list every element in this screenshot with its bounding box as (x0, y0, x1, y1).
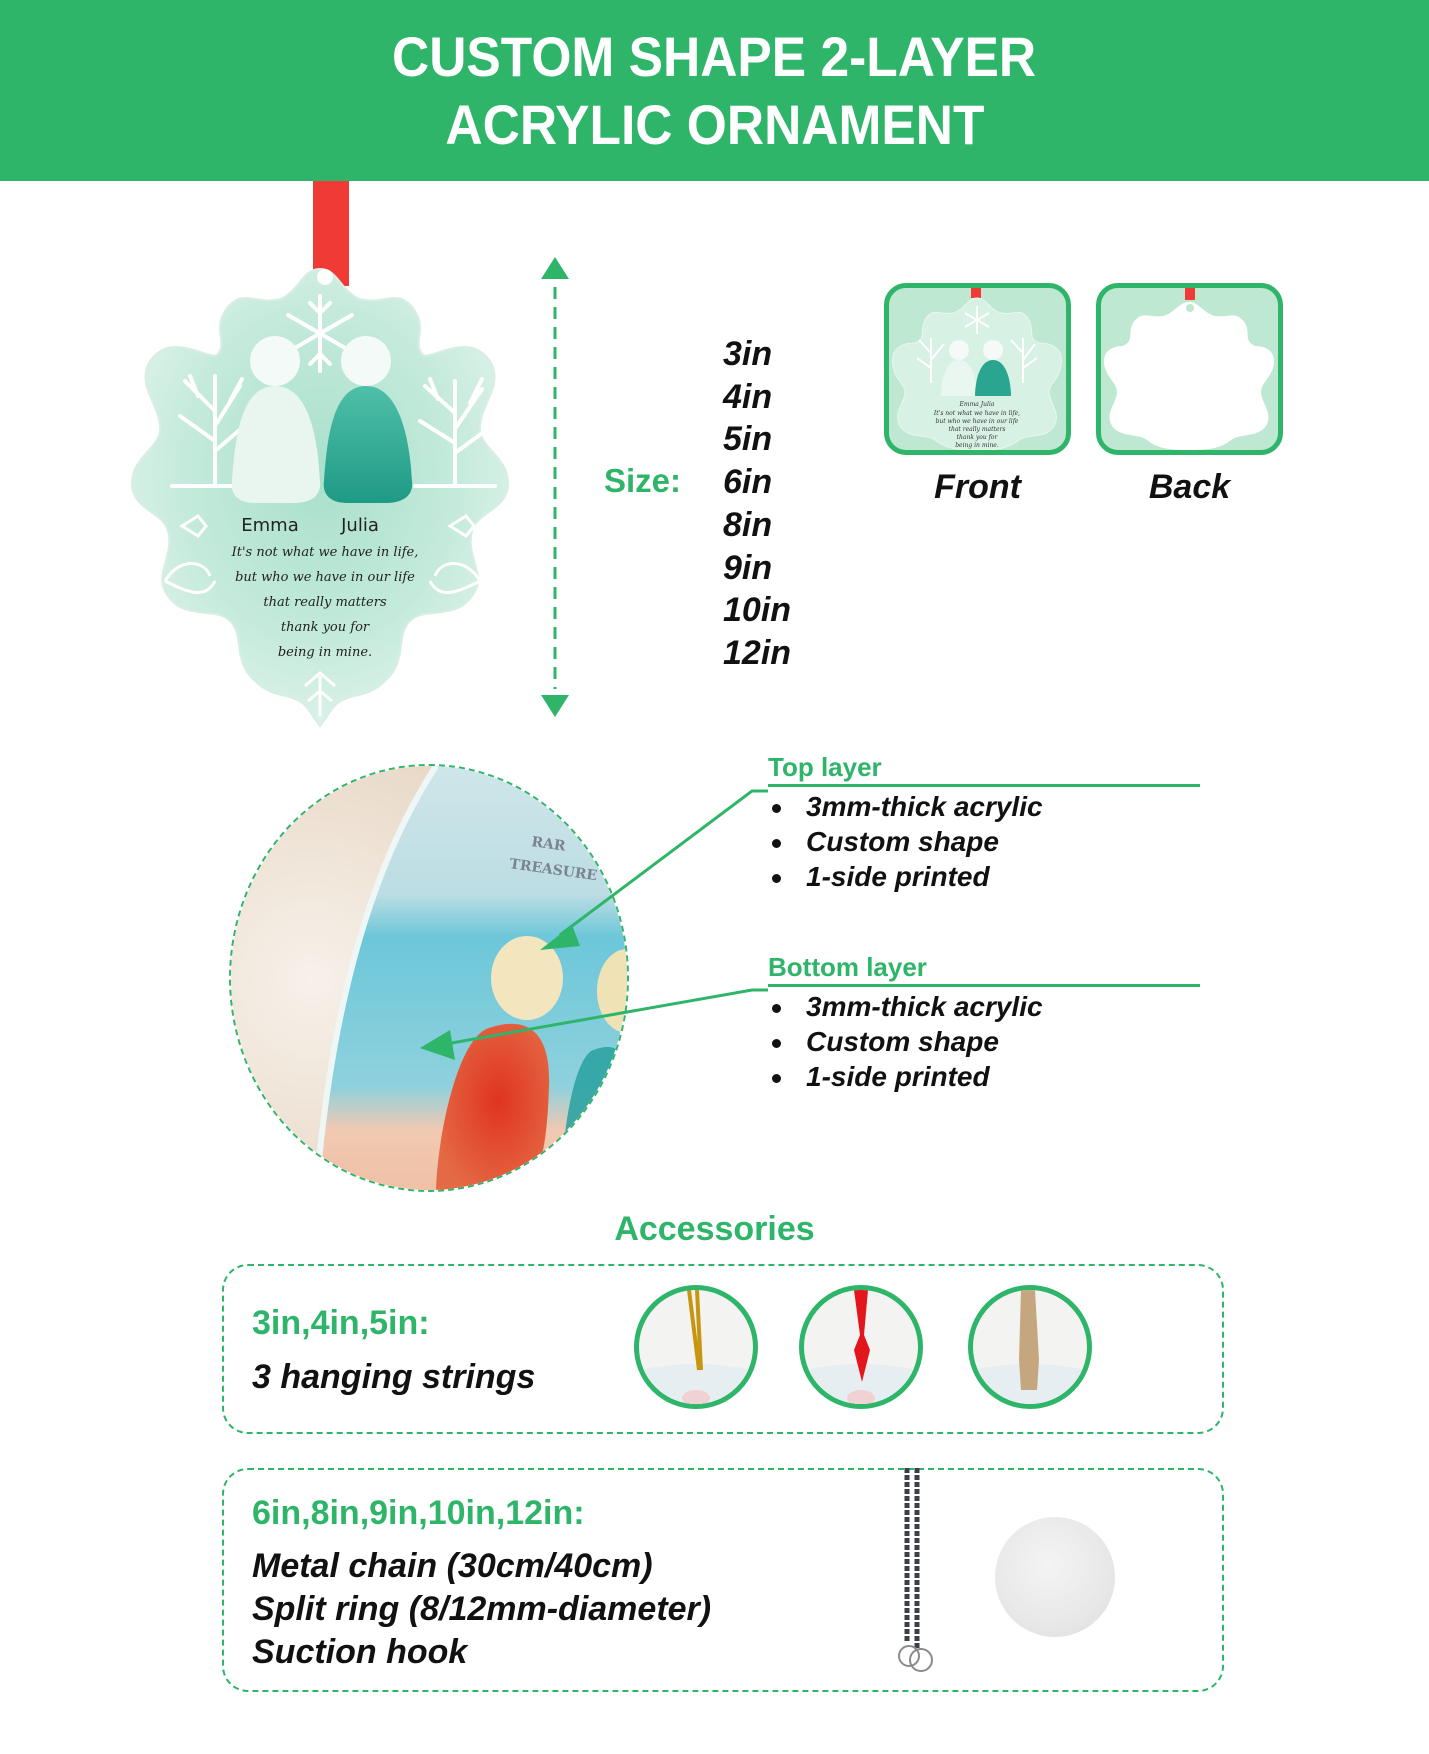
suction-hook-image (995, 1517, 1115, 1637)
snowflake-ornament-image (110, 181, 530, 731)
red-ribbon-image (799, 1285, 923, 1409)
name-emma: Emma (241, 515, 299, 536)
bottom-layer-info (768, 950, 1200, 1094)
feature-item: 3mm-thick acrylic (768, 789, 1200, 824)
svg-text:that really matters: that really matters (948, 426, 1006, 433)
feature-item: Custom shape (768, 824, 1200, 859)
bottom-layer-features (768, 989, 1200, 1094)
back-view-thumbnail (1096, 283, 1283, 455)
accessories-title: Accessories (614, 1210, 815, 1248)
svg-text:being in mine.: being in mine. (955, 442, 999, 449)
title-line-2: ACRYLIC ORNAMENT (444, 92, 985, 156)
size-option: 3in (723, 335, 773, 373)
feature-item: 1-side printed (768, 859, 1200, 894)
back-caption: Back (1148, 468, 1231, 506)
accessory-item: Metal chain (30cm/40cm) (252, 1547, 653, 1585)
svg-text:thank you for: thank you for (956, 434, 998, 441)
svg-text:It's not what we have in life,: It's not what we have in life, (231, 545, 419, 560)
size-option: 12in (723, 633, 792, 672)
size-option: 5in (723, 420, 773, 459)
size-list (723, 333, 791, 675)
layer-closeup-image (229, 764, 629, 1192)
accessory-item: Suction hook (252, 1633, 468, 1671)
accessory-sizes-large: 6in,8in,9in,10in,12in: (252, 1494, 585, 1532)
top-layer-title: Top layer (768, 752, 882, 782)
divider (768, 984, 1200, 987)
svg-text:TREASURE: TREASURE (508, 856, 599, 885)
svg-text:Emma Julia: Emma Julia (959, 401, 995, 408)
svg-text:It's not what we have in life,: It's not what we have in life, (933, 410, 1021, 417)
front-ornament-image (889, 288, 1066, 450)
feature-item: Custom shape (768, 1024, 1200, 1059)
title-line-1: CUSTOM SHAPE 2-LAYER (392, 24, 1037, 88)
metal-chain-image (893, 1468, 939, 1678)
svg-text:but who we have in our life: but who we have in our life (935, 418, 1019, 425)
accessory-item: 3 hanging strings (252, 1358, 536, 1396)
size-option: 4in (723, 377, 773, 416)
svg-text:that really matters: that really matters (263, 595, 387, 610)
svg-text:being in mine.: being in mine. (277, 645, 373, 660)
top-layer-info (768, 750, 1200, 894)
top-layer-features (768, 789, 1200, 894)
svg-text:RAR: RAR (530, 834, 567, 855)
accessory-item: Split ring (8/12mm-diameter) (252, 1590, 712, 1628)
header-banner (0, 0, 1429, 181)
jute-twine-image (968, 1285, 1092, 1409)
bottom-layer-title: Bottom layer (768, 952, 927, 982)
size-option: 6in (723, 463, 773, 502)
back-ornament-image (1101, 288, 1278, 450)
size-label: Size: (604, 462, 682, 499)
closeup-photo (231, 766, 629, 1192)
feature-item: 3mm-thick acrylic (768, 989, 1200, 1024)
size-option: 10in (723, 591, 792, 630)
gold-string-image (634, 1285, 758, 1409)
svg-text:thank you for: thank you for (280, 620, 370, 635)
front-view-thumbnail (884, 283, 1071, 455)
feature-item: 1-side printed (768, 1059, 1200, 1094)
svg-text:but who we have in our life: but who we have in our life (235, 570, 415, 585)
size-option: 9in (723, 548, 773, 587)
vertical-double-arrow-icon (540, 257, 570, 717)
divider (768, 784, 1200, 787)
size-option: 8in (723, 505, 773, 544)
front-caption: Front (934, 468, 1021, 506)
product-image (110, 181, 530, 731)
accessory-sizes-small: 3in,4in,5in: (252, 1304, 430, 1342)
name-julia: Julia (341, 515, 379, 536)
